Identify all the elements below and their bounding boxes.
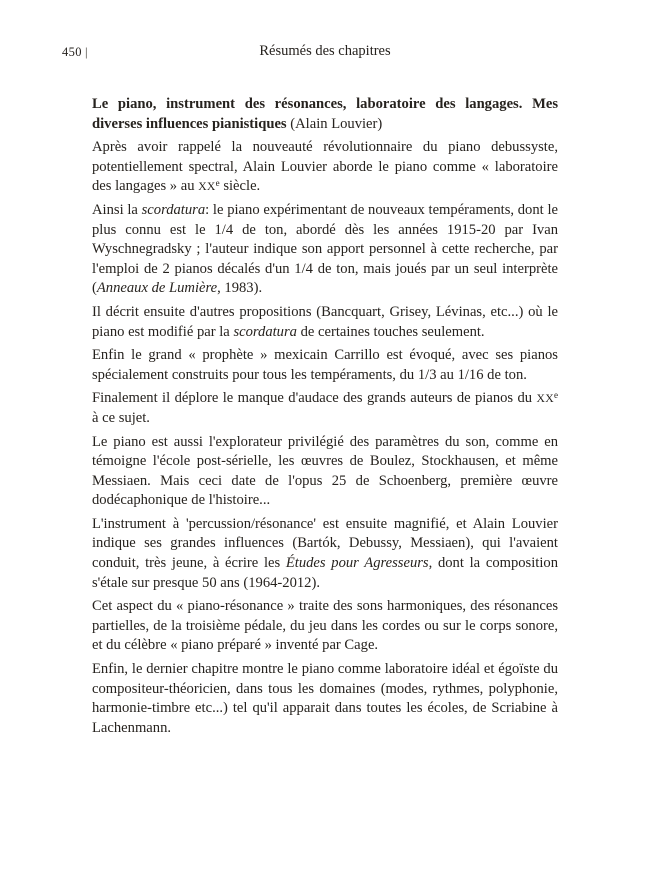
page-header xyxy=(0,43,650,63)
text-run: XX xyxy=(198,180,216,194)
italic-text: scordatura xyxy=(141,201,206,218)
running-header: Résumés des chapitres xyxy=(259,43,391,59)
paragraph xyxy=(92,303,558,342)
text-run: , 1983). xyxy=(217,280,263,297)
text-run: , dont la composition s'étale sur presque 50 ans (1964-2012). xyxy=(92,555,558,591)
italic-text: Études pour Agresseurs xyxy=(285,555,429,572)
paragraph xyxy=(92,660,558,738)
text-run: Après avoir rappelé la nouveauté révolutionnaire du piano debussyste, potentiellement spectral, Alain Louvier aborde le piano comme « laboratoire des langages » au xyxy=(92,139,558,195)
text-run: siècle. xyxy=(219,178,261,195)
text-run: Enfin le grand « prophète » mexicain Carrillo est évoqué, avec ses pianos spécialement construits pour tous les tempéraments, du 1/3 au 1/16 de ton. xyxy=(92,347,558,383)
text-run: Il décrit ensuite d'autres propositions (Bancquart, Grisey, Lévinas, etc...) où le piano est modifié par la xyxy=(92,303,558,340)
bold-text: Le piano, instrument des résonances, laboratoire des langages. Mes diverses influences pianistiques xyxy=(92,96,558,132)
text-run: (Alain Louvier) xyxy=(286,115,383,132)
chapter-summary xyxy=(92,95,558,742)
paragraph xyxy=(92,201,558,299)
text-run: à ce sujet. xyxy=(92,409,150,426)
superscript-text: e xyxy=(553,390,558,401)
paragraph xyxy=(92,346,558,385)
text-run: L'instrument à 'percussion/résonance' est ensuite magnifié, et Alain Louvier indique ses grandes influences (Bartók, Debussy, Messiaen), qui l'avaient conduit, très jeune, à écrire les xyxy=(92,515,558,572)
text-run: de certaines touches seulement. xyxy=(296,323,485,340)
chapter-title xyxy=(92,95,558,134)
page-number-value: 450 xyxy=(62,45,82,59)
superscript-text: e xyxy=(215,178,220,189)
italic-text: Anneaux de Lumière xyxy=(96,280,218,297)
text-run: : le piano expérimentant de nouveaux tempéraments, dont le plus connu est le 1/4 de ton, abordé dès les années 1915-20 par Ivan Wyschnegradsky ; l'auteur indique son apport personnel à cette recherche, par l'emploi de 2 pianos décalés d'un 1/4 de ton, mais joués par un seul interprète ( xyxy=(92,201,558,297)
text-run: Ainsi la xyxy=(92,201,142,218)
paragraph xyxy=(92,389,558,428)
paragraph xyxy=(92,515,558,593)
paragraph xyxy=(92,138,558,197)
paragraph xyxy=(92,433,558,511)
text-run: XX xyxy=(536,392,554,406)
text-run: Le piano est aussi l'explorateur privilégié des paramètres du son, comme en témoigne l'école post-sérielle, les œuvres de Boulez, Stockhausen, et même Messiaen. Mais ceci date de l'opus 25 de Schoenberg, première œuvre dodécaphonique de l'histoire... xyxy=(92,433,558,509)
paragraph-list xyxy=(92,138,558,738)
italic-text: scordatura xyxy=(233,323,297,340)
page-number-separator: | xyxy=(84,45,88,59)
text-run: Cet aspect du « piano-résonance » traite des sons harmoniques, des résonances partielles, de la troisième pédale, du jeu dans les cordes ou sur le corps sonore, et du célèbre « piano préparé » inventé par Cage. xyxy=(92,598,558,654)
text-run: Enfin, le dernier chapitre montre le piano comme laboratoire idéal et égoïste du compositeur-théoricien, dans tous les domaines (modes, rythmes, polyphonie, harmonie-timbre etc...) tel qu'il apparait dans toutes les écoles, de Scriabine à Lachenmann. xyxy=(92,661,558,736)
text-run: Finalement il déplore le manque d'audace des grands auteurs de pianos du xyxy=(92,390,537,407)
paragraph xyxy=(92,597,558,656)
